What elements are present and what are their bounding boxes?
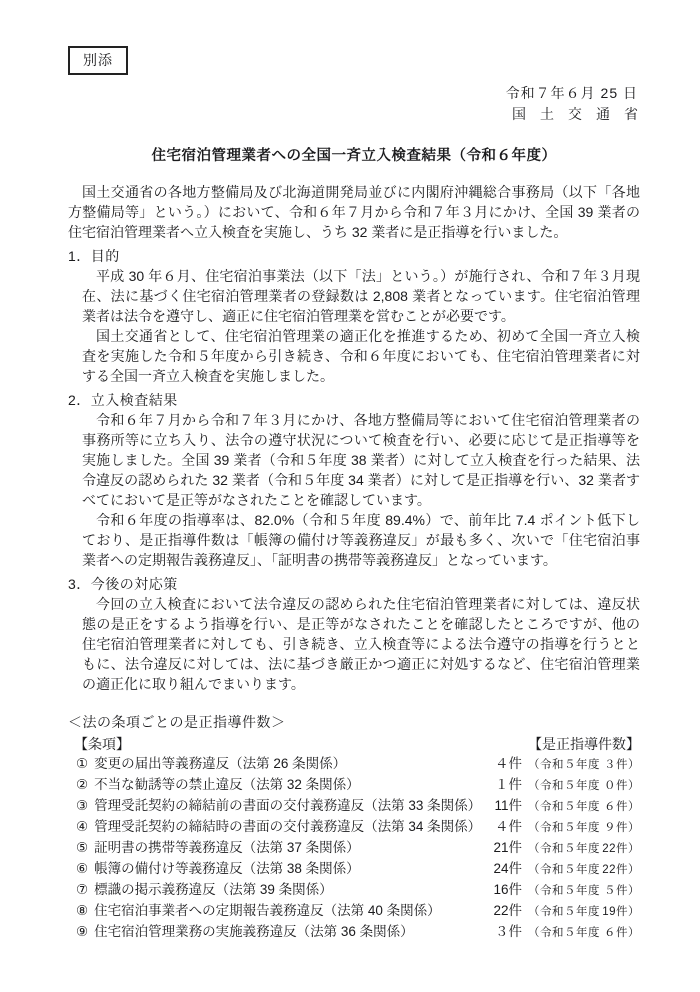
intro-paragraph: 国土交通省の各地方整備局及び北海道開発局並びに内閣府沖縄総合事務局（以下「各地方整備局等」という。）において、令和６年７月から令和７年３月にかけ、全国 39 業者の住宅宿泊管理業者へ立入検査を実施し、うち 32 業者に是正指導を行いました。 <box>68 184 640 240</box>
item-index: ⑧ <box>76 903 89 918</box>
list-item <box>68 754 640 775</box>
item-prev-count: （令和５年度 ０件） <box>528 780 640 792</box>
item-prev-count: （令和５年度 ６件） <box>528 927 640 939</box>
item-label: 証明書の携帯等義務違反（法第 37 条関係） <box>94 840 360 855</box>
item-prev-count: （令和５年度 ６件） <box>528 801 640 813</box>
section-future-measures <box>68 574 640 694</box>
item-prev-count: （令和５年度 ９件） <box>528 822 640 834</box>
item-index: ④ <box>76 819 89 834</box>
agency-name: 国 土 交 通 省 <box>512 106 638 122</box>
item-index: ⑤ <box>76 840 89 855</box>
item-index: ② <box>76 777 89 792</box>
item-label: 標識の掲示義務違反（法第 39 条関係） <box>94 882 333 897</box>
section-paragraph: 今回の立入検査において法令違反の認められた住宅宿泊管理業者に対しては、違反状態の是正をするよう指導を行い、是正等がなされたことを確認したところですが、他の住宅宿泊管理業者に対しても、引き続き、立入検査等による法令遵守の指導を行うとともに、法令違反に対しては、法に基づき厳正かつ適正に対処するなど、住宅宿泊管理業の適正化に取り組んでまいります。 <box>82 596 640 692</box>
correction-guidance-list <box>68 712 640 943</box>
item-count: 22件 <box>493 903 522 918</box>
document-date: 令和７年６月 25 日 <box>505 85 638 101</box>
list-item <box>68 838 640 859</box>
section-paragraph: 平成 30 年６月、住宅宿泊事業法（以下「法」という。）が施行され、令和７年３月現在、法に基づく住宅宿泊管理業者の登録数は 2,808 業者となっています。住宅宿泊管理業者は法令を遵守し、適正に住宅宿泊管理業を営むことが必要です。 <box>82 268 640 324</box>
section-paragraph: 国土交通省として、住宅宿泊管理業の適正化を推進するため、初めて全国一斉立入検査を実施した令和５年度から引き続き、令和６年度においても、住宅宿泊管理業者に対する全国一斉立入検査を実施しました。 <box>82 328 640 384</box>
section-purpose <box>68 246 640 386</box>
list-header <box>68 734 640 754</box>
item-label: 不当な勧誘等の禁止違反（法第 32 条関係） <box>94 777 360 792</box>
item-count: ３件 <box>495 924 522 939</box>
item-label: 住宅宿泊管理業務の実施義務違反（法第 36 条関係） <box>94 924 414 939</box>
item-count: １件 <box>495 777 522 792</box>
item-count: ４件 <box>495 819 522 834</box>
item-label: 帳簿の備付け等義務違反（法第 38 条関係） <box>94 861 360 876</box>
item-prev-count: （令和５年度 ５件） <box>528 885 640 897</box>
list-item <box>68 922 640 943</box>
item-label: 住宅宿泊事業者への定期報告義務違反（法第 40 条関係） <box>94 903 441 918</box>
list-item <box>68 880 640 901</box>
section-paragraph: 令和６年７月から令和７年３月にかけ、各地方整備局等において住宅宿泊管理業者の事務所等に立ち入り、法令の遵守状況について検査を行い、必要に応じて是正指導等を実施しました。全国 39 業者（令和５年度 38 業者）に対して立入検査を行った結果、法令違反の認められた 32 業者（令和５年度 34 業者）に対して是正指導を行い、32 業者すべてにおいて是正等がなされたことを確認しています。 <box>82 412 640 508</box>
item-prev-count: （令和５年度 ３件） <box>528 759 640 771</box>
item-count: 16件 <box>493 882 522 897</box>
section-paragraph: 令和６年度の指導率は、82.0%（令和５年度 89.4%）で、前年比 7.4 ポイント低下しており、是正指導件数は「帳簿の備付け等義務違反」が最も多く、次いで「住宅宿泊事業者への定期報告義務違反」、「証明書の携帯等義務違反」となっています。 <box>82 512 640 568</box>
document-title: 住宅宿泊管理業者への全国一斉立入検査結果（令和６年度） <box>151 148 557 164</box>
item-prev-count: （令和５年度 22件） <box>528 864 640 876</box>
list-item <box>68 901 640 922</box>
item-count: 21件 <box>493 840 522 855</box>
document-header <box>68 83 638 124</box>
item-prev-count: （令和５年度 19件） <box>528 906 640 918</box>
item-index: ⑦ <box>76 882 89 897</box>
item-count: ４件 <box>495 756 522 771</box>
attachment-label: 別添 <box>83 52 113 68</box>
item-count: 24件 <box>493 861 522 876</box>
section-inspection-results <box>68 390 640 570</box>
item-prev-count: （令和５年度 22件） <box>528 843 640 855</box>
column-header-clause: 【条項】 <box>74 736 130 752</box>
column-header-count: 【是正指導件数】 <box>528 736 640 752</box>
item-count: 11件 <box>494 798 522 813</box>
item-index: ⑨ <box>76 924 89 939</box>
item-index: ③ <box>76 798 89 813</box>
list-title: ＜法の条項ごとの是正指導件数＞ <box>68 714 286 730</box>
item-label: 変更の届出等義務違反（法第 26 条関係） <box>94 756 347 771</box>
list-item <box>68 775 640 796</box>
section-heading: 1．目的 <box>68 248 120 264</box>
item-label: 管理受託契約の締結時の書面の交付義務違反（法第 34 条関係） <box>94 819 482 834</box>
list-item <box>68 796 640 817</box>
item-label: 管理受託契約の締結前の書面の交付義務違反（法第 33 条関係） <box>94 798 482 813</box>
list-item <box>68 859 640 880</box>
list-item <box>68 817 640 838</box>
item-index: ① <box>76 756 89 771</box>
section-heading: 2．立入検査結果 <box>68 392 178 408</box>
attachment-label-box <box>68 46 128 75</box>
item-index: ⑥ <box>76 861 89 876</box>
section-heading: 3．今後の対応策 <box>68 576 178 592</box>
